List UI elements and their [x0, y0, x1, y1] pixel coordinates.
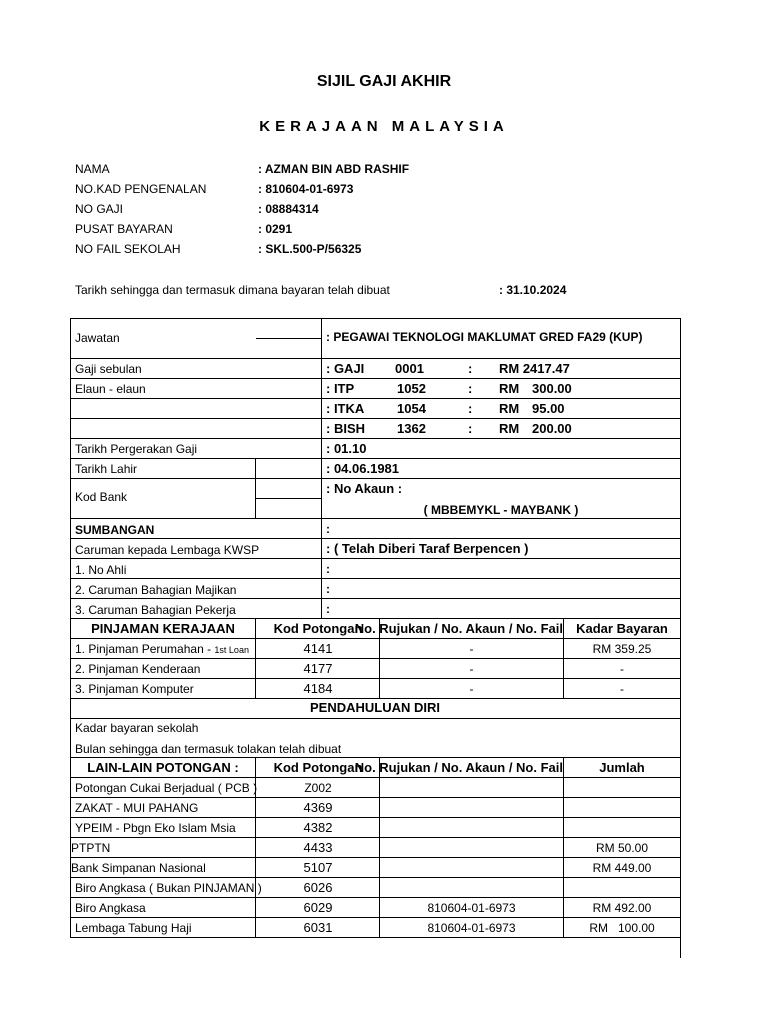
no-ahli-value: :	[326, 562, 330, 576]
lain-row-label: Lembaga Tabung Haji	[75, 921, 192, 935]
ic-value: : 810604-01-6973	[258, 182, 354, 196]
lain-header-rujukan: No. Rujukan / No. Akaun / No. Fail	[354, 760, 563, 775]
pergerakan-gaji-label: Tarikh Pergerakan Gaji	[75, 442, 198, 456]
lain-header-title: LAIN-LAIN POTONGAN :	[87, 760, 239, 775]
pusat-bayaran-value: : 0291	[258, 222, 293, 236]
elaun-code: : ITKA	[326, 401, 365, 416]
nama-value: : AZMAN BIN ABD RASHIF	[258, 162, 410, 176]
pinjaman-label-text: 1. Pinjaman Perumahan -	[75, 642, 212, 656]
pusat-bayaran-label: PUSAT BAYARAN	[75, 222, 173, 236]
kadar-bayaran-sekolah: Kadar bayaran sekolah	[75, 721, 199, 735]
lain-row-kod: 6026	[303, 880, 333, 895]
gaji-num: 0001	[395, 361, 424, 376]
elaun-label: Elaun - elaun	[75, 382, 146, 396]
lain-row-label: Biro Angkasa	[75, 901, 146, 915]
gaji-code: : GAJI	[326, 361, 365, 376]
fail-sekolah-value: : SKL.500-P/56325	[258, 242, 362, 256]
tarikh-lahir-label: Tarikh Lahir	[75, 462, 138, 476]
elaun-code: : ITP	[326, 381, 355, 396]
gaji-colon: :	[468, 361, 473, 376]
lain-row-kod: Z002	[304, 781, 332, 795]
lain-row-kod: 4382	[303, 820, 333, 835]
gaji-no-label: NO GAJI	[75, 202, 124, 216]
lain-header-jumlah: Jumlah	[599, 760, 645, 775]
tarikh-lahir-value: : 04.06.1981	[326, 461, 400, 476]
elaun-rm: RM	[499, 401, 520, 416]
sumbangan-colon: :	[326, 522, 330, 536]
caruman-pekerja-value: :	[326, 602, 330, 616]
tarikh-bayaran-label: Tarikh sehingga dan termasuk dimana bayaran telah dibuat	[75, 283, 390, 297]
nama-label: NAMA	[75, 162, 110, 176]
no-ahli-label: 1. No Ahli	[75, 563, 127, 577]
elaun-num: 1052	[397, 381, 426, 396]
kod-bank-label: Kod Bank	[75, 490, 128, 504]
lain-row-jumlah: RM 100.00	[589, 921, 655, 935]
pinjaman-row-label: 3. Pinjaman Komputer	[75, 682, 194, 696]
lain-row-jumlah: RM 50.00	[595, 841, 649, 855]
ic-label: NO.KAD PENGENALAN	[75, 182, 207, 196]
gaji-amount: RM 2417.47	[499, 361, 570, 376]
caruman-majikan-label: 2. Caruman Bahagian Majikan	[75, 583, 237, 597]
elaun-num: 1362	[397, 421, 426, 436]
lain-row-jumlah: RM 492.00	[592, 901, 652, 915]
pinjaman-row-label	[75, 643, 249, 655]
elaun-colon: :	[468, 401, 473, 416]
pinjaman-header-kod: Kod Potongan	[273, 621, 363, 636]
caruman-pekerja-label: 3. Caruman Bahagian Pekerja	[75, 603, 236, 617]
jawatan-value: : PEGAWAI TEKNOLOGI MAKLUMAT GRED FA29 (KUP)	[326, 330, 643, 344]
elaun-code: : BISH	[326, 421, 365, 436]
elaun-colon: :	[468, 381, 473, 396]
kwsp-value: : ( Telah Diberi Taraf Berpencen )	[326, 541, 529, 556]
pinjaman-note: 1st Loan	[214, 645, 249, 655]
pinjaman-row-rujukan: -	[469, 662, 474, 676]
lain-row-rujukan: 810604-01-6973	[427, 901, 516, 915]
lain-row-label: Potongan Cukai Berjadual ( PCB )	[75, 781, 258, 795]
no-akaun-label: : No Akaun :	[326, 481, 403, 496]
page-title: SIJIL GAJI AKHIR	[316, 73, 452, 90]
pinjaman-row-kadar: -	[620, 682, 624, 696]
pergerakan-gaji-value: : 01.10	[326, 441, 367, 456]
lain-row-label: PTPTN	[71, 841, 111, 855]
pinjaman-row-kod: 4184	[303, 681, 333, 696]
elaun-rm: RM	[499, 381, 520, 396]
lain-row-kod: 5107	[303, 860, 333, 875]
kwsp-label: Caruman kepada Lembaga KWSP	[75, 543, 260, 557]
pinjaman-row-kod: 4141	[303, 641, 333, 656]
lain-header-kod: Kod Potongan	[273, 760, 363, 775]
pinjaman-header-title: PINJAMAN KERAJAAN	[91, 621, 235, 636]
pinjaman-row-kod: 4177	[303, 661, 333, 676]
lain-row-kod: 6031	[303, 920, 333, 935]
bulan-tolakan: Bulan sehingga dan termasuk tolakan telah dibuat	[75, 742, 342, 756]
lain-row-kod: 6029	[303, 900, 333, 915]
pendahuluan-title: PENDAHULUAN DIRI	[310, 700, 440, 715]
lain-row-jumlah: RM 449.00	[592, 861, 652, 875]
lain-row-label: Biro Angkasa ( Bukan PINJAMAN )	[75, 881, 262, 895]
elaun-amount: 200.00	[532, 421, 572, 436]
lain-row-label: Bank Simpanan Nasional	[71, 861, 206, 875]
lain-row-kod: 4433	[303, 840, 333, 855]
elaun-colon: :	[468, 421, 473, 436]
caruman-majikan-value: :	[326, 582, 330, 596]
pinjaman-header-rujukan: No. Rujukan / No. Akaun / No. Fail	[354, 621, 563, 636]
fail-sekolah-label: NO FAIL SEKOLAH	[75, 242, 181, 256]
elaun-rm: RM	[499, 421, 520, 436]
gaji-no-value: : 08884314	[258, 202, 319, 216]
lain-row-label: ZAKAT - MUI PAHANG	[75, 801, 199, 815]
page-subtitle: KERAJAAN MALAYSIA	[259, 118, 509, 135]
elaun-amount: 300.00	[532, 381, 572, 396]
sumbangan-label: SUMBANGAN	[75, 523, 155, 537]
pinjaman-row-kadar: -	[620, 662, 624, 676]
pinjaman-row-rujukan: -	[469, 682, 474, 696]
lain-row-kod: 4369	[303, 800, 333, 815]
lain-row-label: YPEIM - Pbgn Eko Islam Msia	[75, 821, 236, 835]
tarikh-bayaran-value: : 31.10.2024	[499, 283, 567, 297]
pinjaman-row-rujukan: -	[469, 642, 474, 656]
elaun-amount: 95.00	[532, 401, 565, 416]
elaun-num: 1054	[397, 401, 426, 416]
pinjaman-header-kadar: Kadar Bayaran	[576, 621, 668, 636]
pinjaman-row-kadar: RM 359.25	[592, 642, 652, 656]
jawatan-label: Jawatan	[75, 331, 120, 345]
pinjaman-row-label: 2. Pinjaman Kenderaan	[75, 662, 201, 676]
gaji-sebulan-label: Gaji sebulan	[75, 362, 142, 376]
bank-name: ( MBBEMYKL - MAYBANK )	[423, 503, 579, 517]
lain-row-rujukan: 810604-01-6973	[427, 921, 516, 935]
